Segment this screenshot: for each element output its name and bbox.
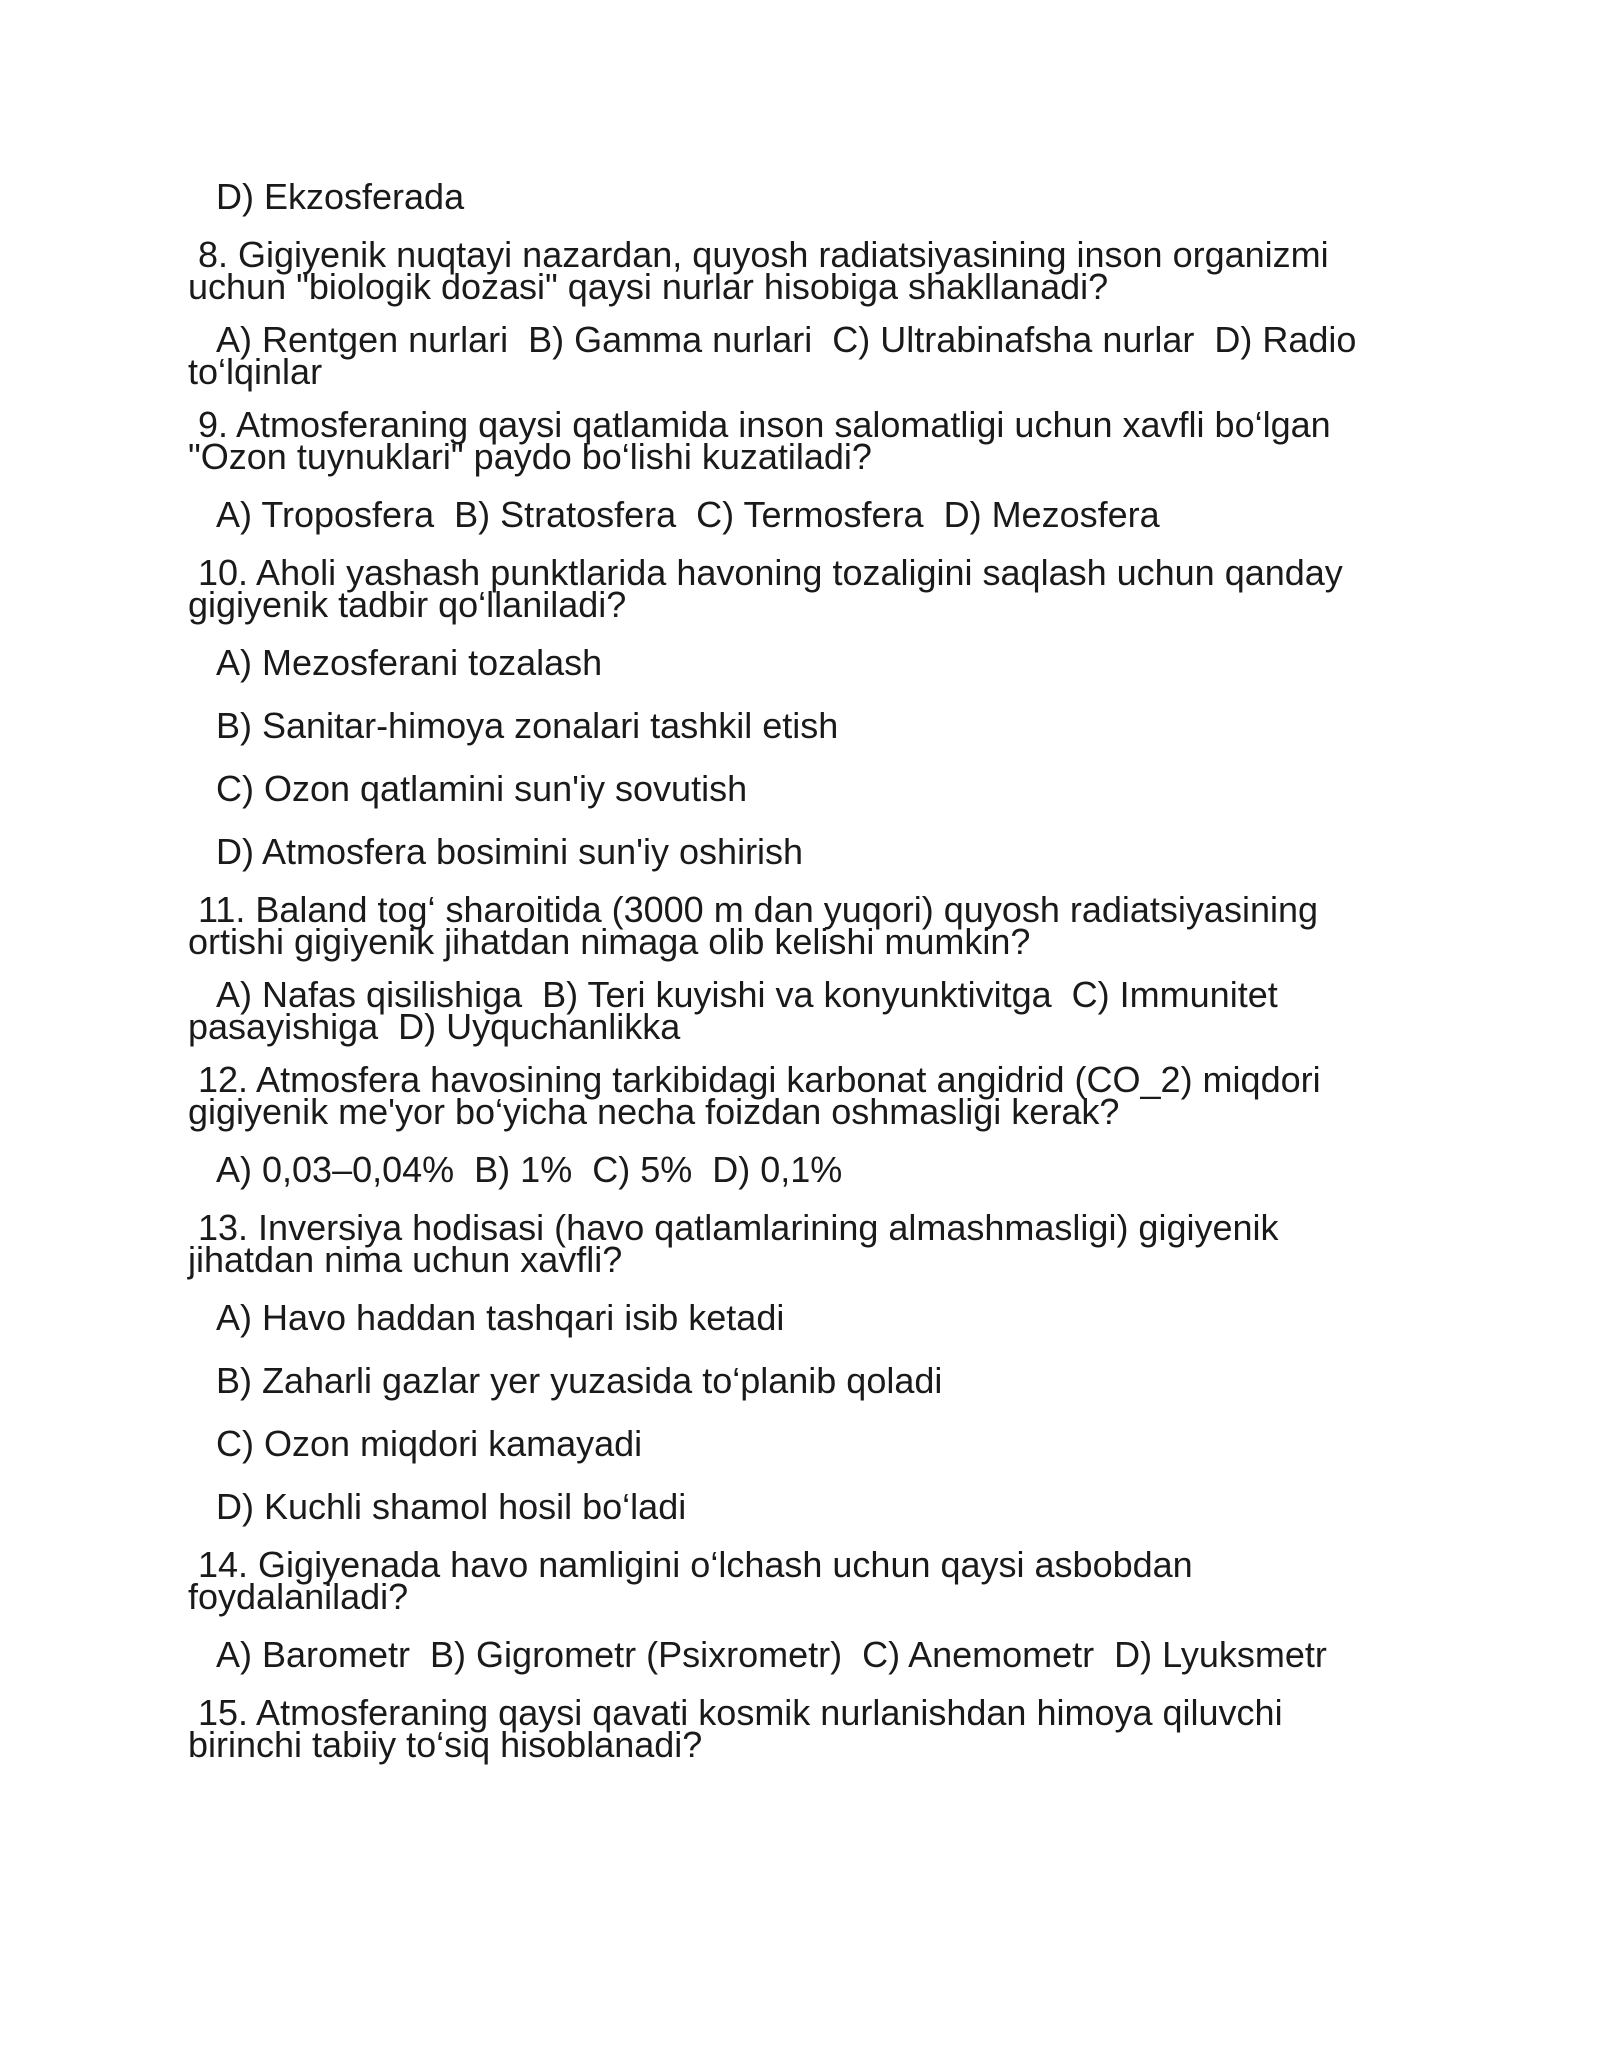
quiz-content [188,176,1428,1782]
question-text: gigiyenik me'yor bo‘yicha necha foizdan oshmasligi kerak? [188,1091,1120,1132]
question-text: 12. Atmosfera havosining tarkibidagi karbonat angidrid (CO_2) miqdori [198,1059,1321,1100]
question-text: 9. Atmosferaning qaysi qatlamida inson salomatligi uchun xavfli bo‘lgan [198,404,1331,445]
answer-option: D) Ekzosferada [216,176,465,217]
question-text: ortishi gigiyenik jihatdan nimaga olib kelishi mumkin? [188,921,1031,962]
answer-option: A) Nafas qisilishiga B) Teri kuyishi va konyunktivitga C) Immunitet [216,974,1278,1015]
question-text: gigiyenik tadbir qo‘llaniladi? [188,584,627,625]
question-10 [188,552,1428,625]
question-text: birinchi tabiiy to‘siq hisoblanadi? [188,1724,703,1765]
question-text: "Ozon tuynuklari" paydo bo‘lishi kuzatiladi? [188,436,872,477]
answer-option-c: C) Ozon miqdori kamayadi [216,1423,643,1464]
question-text: 15. Atmosferaning qaysi qavati kosmik nurlanishdan himoya qiluvchi [198,1692,1283,1733]
answer-options: A) Barometr B) Gigrometr (Psixrometr) C) Anemometr D) Lyuksmetr [216,1634,1327,1675]
answer-option-d: D) Kuchli shamol hosil bo‘ladi [216,1486,687,1527]
question-8 [188,234,1428,307]
question-text: 13. Inversiya hodisasi (havo qatlamlarining almashmasligi) gigiyenik [198,1207,1279,1248]
question-text: uchun "biologik dozasi" qaysi nurlar hisobiga shakllanadi? [188,266,1109,307]
question-14 [188,1544,1428,1617]
question-text: jihatdan nima uchun xavfli? [188,1239,623,1280]
answer-options [188,319,1428,392]
question-text: 10. Aholi yashash punktlarida havoning tozaligini saqlash uchun qanday [198,552,1343,593]
answer-option-b: B) Sanitar-himoya zonalari tashkil etish [216,705,839,746]
answer-option-b: B) Zaharli gazlar yer yuzasida to‘planib qoladi [216,1360,943,1401]
question-text: 8. Gigiyenik nuqtayi nazardan, quyosh radiatsiyasining inson organizmi [198,234,1329,275]
question-11 [188,889,1428,962]
question-text: 11. Baland tog‘ sharoitida (3000 m dan yuqori) quyosh radiatsiyasining [198,889,1319,930]
answer-option: pasayishiga D) Uyquchanlikka [188,1006,681,1047]
question-12 [188,1059,1428,1132]
question-13 [188,1207,1428,1280]
answer-option: A) Rentgen nurlari B) Gamma nurlari C) Ultrabinafsha nurlar D) Radio [216,319,1357,360]
answer-options: A) Troposfera B) Stratosfera C) Termosfera D) Mezosfera [216,494,1160,535]
answer-options: A) 0,03–0,04% B) 1% C) 5% D) 0,1% [216,1149,843,1190]
answer-options [188,974,1428,1047]
question-text: 14. Gigiyenada havo namligini o‘lchash uchun qaysi asbobdan [198,1544,1193,1585]
answer-option-a: A) Havo haddan tashqari isib ketadi [216,1297,785,1338]
question-text: foydalaniladi? [188,1576,409,1617]
answer-option-a: A) Mezosferani tozalash [216,642,603,683]
question-9 [188,404,1428,477]
answer-option-d: D) Atmosfera bosimini sun'iy oshirish [216,831,804,872]
answer-option-c: C) Ozon qatlamini sun'iy sovutish [216,768,748,809]
question-15 [188,1692,1428,1765]
answer-option: to‘lqinlar [188,351,323,392]
